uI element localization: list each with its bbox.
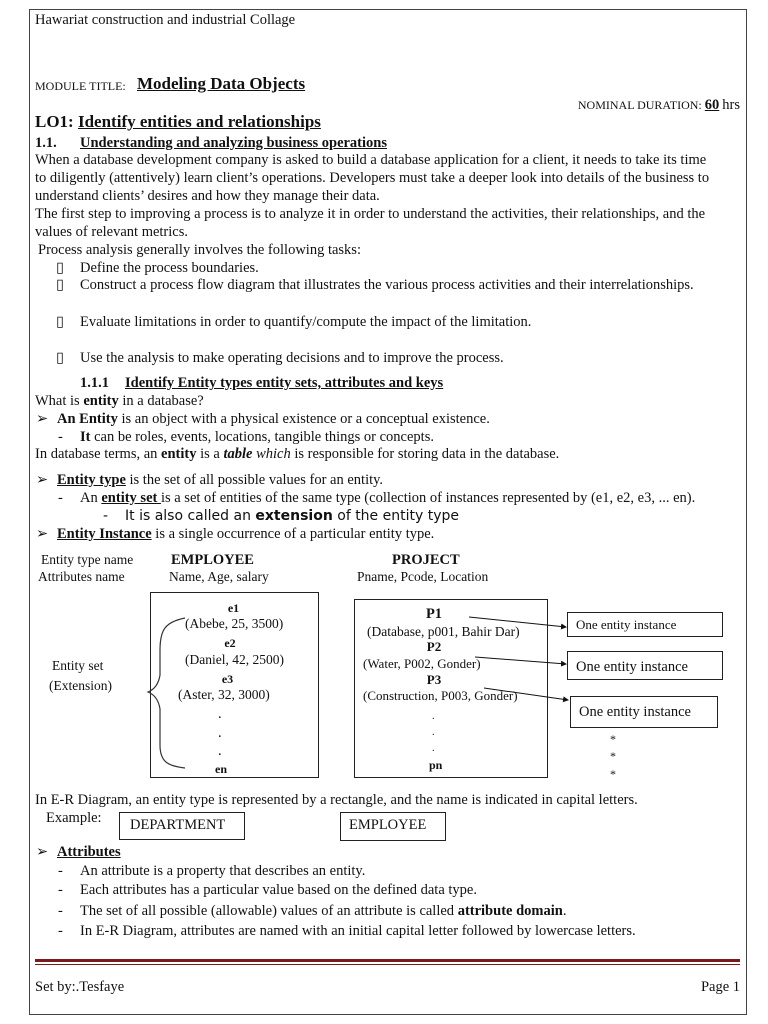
text-bold: It [80, 429, 91, 445]
project-attributes: Pname, Pcode, Location [357, 569, 489, 584]
text-bold: An Entity [57, 411, 118, 427]
dash-bullet: - [58, 429, 63, 445]
text-bold: entity [161, 446, 197, 462]
ellipsis-dot: . [218, 725, 222, 741]
extension-label: (Extension) [49, 678, 112, 693]
entity-type-name-label: Entity type name [41, 552, 134, 567]
lo1-prefix: LO1: [35, 112, 74, 131]
employee-id: e2 [224, 636, 236, 650]
text: An [80, 490, 102, 506]
project-values: (Water, P002, Gonder) [363, 656, 481, 671]
project-type-name: PROJECT [392, 552, 460, 568]
section-1-1-1-title: Identify Entity types entity sets, attributes and keys [125, 375, 444, 391]
dash-bullet: - [58, 903, 63, 919]
dash-bullet: - [58, 863, 63, 879]
text: is responsible for storing data in the database. [290, 446, 560, 462]
paragraph-line: Process analysis generally involves the following tasks: [38, 242, 361, 258]
arrow-bullet-icon: ➢ [36, 472, 49, 488]
employee-values: (Abebe, 25, 3500) [185, 616, 284, 631]
text-bold: extension [255, 508, 333, 524]
ellipsis-dot: . [432, 711, 435, 722]
continuation-star: * [610, 767, 616, 781]
text-bold: entity [83, 393, 119, 409]
arrow-icon [469, 617, 566, 627]
text: is a single occurrence of a particular entity type. [151, 526, 435, 542]
duration-label: NOMINAL DURATION: [577, 98, 702, 112]
text-bold-italic: table [223, 446, 253, 462]
project-id: P1 [425, 606, 443, 622]
text: is the set of all possible values for an entity. [125, 472, 384, 488]
example-label: Example: [46, 810, 102, 826]
entity-set-label: Entity set [52, 658, 104, 673]
project-id: P2 [426, 639, 442, 654]
project-values: (Database, p001, Bahir Dar) [367, 624, 520, 639]
employee-values: (Aster, 32, 3000) [178, 687, 270, 702]
text: What is [35, 393, 84, 409]
bullet-icon: ▯ [56, 277, 64, 293]
arrow-bullet-icon: ➢ [36, 411, 49, 427]
text-bold: Entity Instance [57, 526, 152, 542]
section-1-1-title: Understanding and analyzing business operations [80, 135, 387, 151]
section-1-1-1-number: 1.1.1 [80, 375, 109, 391]
footer-rule-thin [35, 964, 740, 965]
section-1-1-number: 1.1. [35, 135, 57, 151]
brace-icon [148, 618, 185, 768]
bullet-icon: ▯ [56, 350, 64, 366]
entity-instance-label: One entity instance [576, 617, 677, 632]
duration-unit: hrs [722, 97, 740, 113]
project-values: (Construction, P003, Gonder) [363, 688, 518, 703]
text: is an object with a physical existence or a conceptual existence. [117, 411, 490, 427]
paragraph-line: values of relevant metrics. [35, 224, 188, 240]
ellipsis-dot: . [432, 743, 435, 754]
footer-page-number: Page 1 [700, 979, 740, 995]
entity-instance-label: One entity instance [576, 659, 688, 675]
project-last-id: pn [429, 758, 443, 772]
text: is a [196, 446, 224, 462]
attribute-item: In E-R Diagram, attributes are named with an initial capital letter followed by lowercase letters. [80, 923, 636, 939]
task-item: Define the process boundaries. [80, 260, 259, 276]
paragraph-line: When a database development company is asked to build a database application for a client, it needs to take its time [35, 152, 707, 168]
bullet-icon: ▯ [56, 314, 64, 330]
footer-author: Set by:.Tesfaye [35, 979, 125, 995]
attributes-heading: Attributes [57, 844, 121, 860]
text: . [562, 903, 567, 919]
text: The set of all possible (allowable) values of an attribute is called [80, 903, 458, 919]
paragraph-line: to diligently (attentively) learn client’s operations. Developers must take a deeper look into details of the business to [35, 170, 710, 186]
ellipsis-dot: . [218, 743, 222, 759]
text-bold: entity set [101, 490, 161, 506]
text: of the entity type [332, 508, 459, 524]
text: can be roles, events, locations, tangible things or concepts. [90, 429, 434, 445]
department-label: DEPARTMENT [130, 817, 226, 833]
college-name: Hawariat construction and industrial Collage [35, 12, 296, 28]
employee-values: (Daniel, 42, 2500) [185, 652, 284, 667]
dash-bullet: - [58, 490, 63, 506]
entity-instance-label: One entity instance [579, 704, 691, 720]
employee-id: e1 [227, 601, 240, 615]
attribute-item: Each attributes has a particular value based on the defined data type. [80, 882, 477, 898]
task-item: Evaluate limitations in order to quantify/compute the impact of the limitation. [80, 314, 532, 330]
text: It is also called an [125, 508, 256, 524]
module-title: Modeling Data Objects [137, 74, 306, 93]
employee-attributes: Name, Age, salary [169, 569, 269, 584]
text: is a set of entities of the same type (collection of instances represented by (e1, e2, e3, ... en). [160, 490, 696, 506]
employee-id: e3 [221, 672, 234, 686]
task-item: Use the analysis to make operating decisions and to improve the process. [80, 350, 504, 366]
attribute-item: An attribute is a property that describes an entity. [80, 863, 366, 879]
module-label: MODULE TITLE: [35, 79, 126, 93]
ellipsis-dot: . [218, 706, 222, 722]
employee-entity-box [340, 812, 446, 841]
attribute-item [80, 902, 566, 920]
arrow-bullet-icon: ➢ [36, 844, 49, 860]
department-entity-box [119, 812, 245, 840]
er-diagram-note: In E-R Diagram, an entity type is represented by a rectangle, and the name is indicated in capital letters. [35, 792, 638, 808]
duration-value: 60 [704, 97, 720, 113]
text: in a database? [118, 393, 204, 409]
ellipsis-dot: . [432, 727, 435, 738]
lo1-title: Identify entities and relationships [77, 112, 321, 131]
arrow-icon [484, 688, 568, 700]
text-italic: which [252, 446, 291, 462]
continuation-star: * [610, 732, 616, 746]
arrow-icon [475, 657, 566, 664]
bullet-icon: ▯ [56, 260, 64, 276]
employee-label: EMPLOYEE [349, 817, 427, 833]
employee-last-id: en [215, 762, 227, 776]
text-bold: Entity type [57, 472, 126, 488]
paragraph-line: The first step to improving a process is to analyze it in order to understand the activities, their relationships, and the [35, 206, 706, 222]
paragraph-line: understand clients’ desires and how they manage their data. [35, 188, 380, 204]
dash-bullet: - [58, 882, 63, 898]
text: In database terms, an [35, 446, 162, 462]
text-bold: attribute domain [457, 903, 563, 919]
project-id: P3 [426, 672, 442, 687]
dash-bullet: - [103, 508, 109, 524]
continuation-star: * [610, 749, 616, 763]
footer-rule-thick [35, 959, 740, 962]
employee-type-name: EMPLOYEE [171, 552, 254, 568]
dash-bullet: - [58, 923, 63, 939]
arrow-bullet-icon: ➢ [36, 526, 49, 542]
task-item: Construct a process flow diagram that illustrates the various process activities and their interrelationships. [80, 277, 694, 293]
attributes-name-label: Attributes name [38, 569, 125, 584]
